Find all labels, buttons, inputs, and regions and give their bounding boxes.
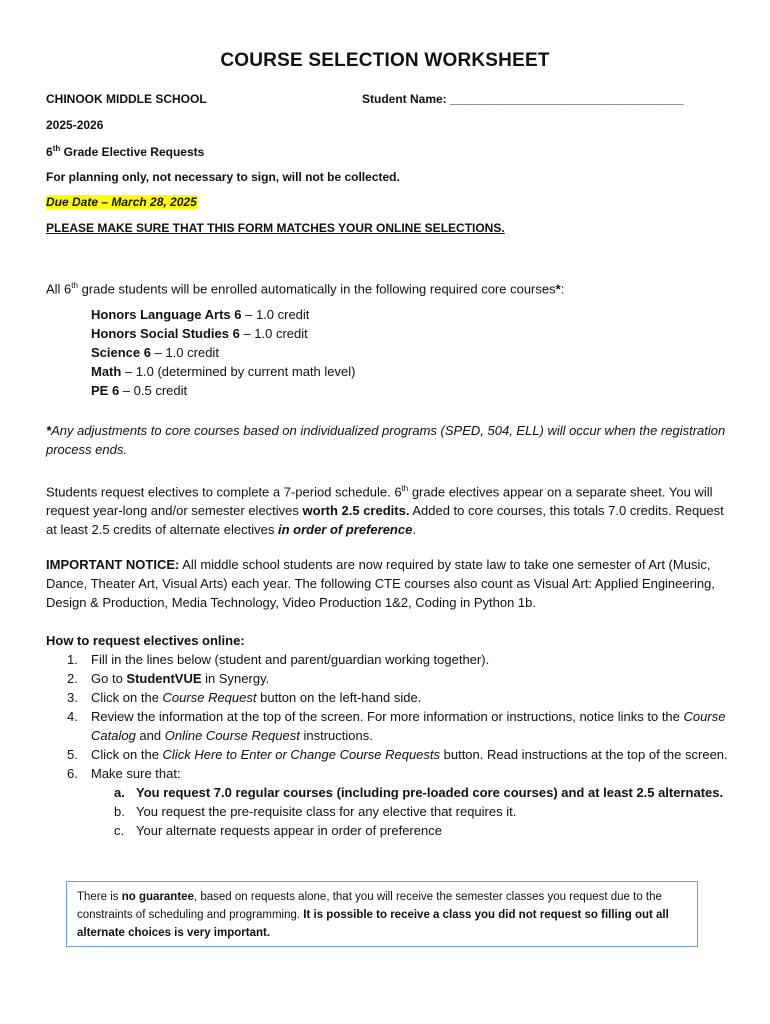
match-note: PLEASE MAKE SURE THAT THIS FORM MATCHES YOUR ONLINE SELECTIONS. xyxy=(46,221,505,235)
how-to-steps xyxy=(46,650,770,840)
notice-text-a: There is xyxy=(77,891,122,903)
checklist-letter: c. xyxy=(114,823,125,838)
electives-text-c: Added to core courses, this totals 7.0 credits. Request at least 2.5 credits of alternate electives xyxy=(46,503,724,538)
adjustment-asterisk: * xyxy=(46,423,52,438)
core-course-name: PE 6 xyxy=(91,383,120,398)
how-to-heading-text: How to request electives online: xyxy=(46,633,245,648)
core-course-name: Math xyxy=(91,364,122,379)
step-text: and xyxy=(135,728,165,743)
step-item xyxy=(67,669,770,688)
core-course-detail: – 0.5 credit xyxy=(119,383,188,398)
grade-number: 6 xyxy=(46,145,53,159)
grade-heading-text: Grade Elective Requests xyxy=(60,145,205,159)
due-date xyxy=(46,195,197,209)
step-number: 2. xyxy=(67,671,78,686)
important-text: All middle school students are now required by state law to take one semester of Art (Music, Dance, Theater Art, Visual Arts) each year. The following CTE courses also count as Visual Art: Applied Engineering, Design & Production, Media Technology, Video Production 1&2, Coding in Python 1b. xyxy=(46,557,715,610)
step-text: button. Read instructions at the top of the screen. xyxy=(440,747,728,762)
core-course-detail: – 1.0 (determined by current math level) xyxy=(121,364,356,379)
grade-sup: th xyxy=(52,144,61,153)
step-item xyxy=(67,650,770,669)
core-intro xyxy=(46,276,726,298)
step-text: Review the information at the top of the screen. For more information or instructions, notice links to the xyxy=(91,709,684,724)
checklist-text: Your alternate requests appear in order of preference xyxy=(136,823,442,838)
step-text: Click on the xyxy=(91,690,163,705)
core-course-item xyxy=(91,324,355,343)
studentvue-name: StudentVUE xyxy=(126,671,202,686)
electives-credits: worth 2.5 credits. xyxy=(302,503,410,519)
step-text: Fill in the lines below (student and parent/guardian working together). xyxy=(91,652,490,667)
checklist-item xyxy=(114,821,770,840)
electives-preference: in order of preference xyxy=(277,522,413,538)
intro-text-c: : xyxy=(560,281,565,297)
core-course-detail: – 1.0 credit xyxy=(241,307,310,322)
enter-change-ref: Click Here to Enter or Change Course Requests xyxy=(162,747,441,762)
electives-text-a: Students request electives to complete a 7-period schedule. 6 xyxy=(46,484,402,500)
intro-sup: th xyxy=(71,281,78,290)
core-course-list xyxy=(91,305,355,400)
alternate-importance-text: It is possible to receive a class you did not request so filling out all alternate choices is very important. xyxy=(77,909,669,939)
step-number: 6. xyxy=(67,766,78,781)
course-catalog-ref: Course Catalog xyxy=(91,709,726,743)
checklist-letter: a. xyxy=(114,785,125,800)
important-label: IMPORTANT NOTICE: xyxy=(46,557,180,572)
student-name-line: ___________________________________ xyxy=(450,92,684,106)
school-year: 2025-2026 xyxy=(46,118,104,132)
checklist-item xyxy=(114,802,770,821)
core-course-name: Honors Language Arts 6 xyxy=(91,307,242,322)
core-course-name: Honors Social Studies 6 xyxy=(91,326,240,341)
planning-note: For planning only, not necessary to sign, will not be collected. xyxy=(46,170,400,184)
grade-elective-heading xyxy=(46,144,204,159)
checklist-letter: b. xyxy=(114,804,125,819)
electives-paragraph xyxy=(46,479,726,539)
step-item xyxy=(67,707,770,745)
page-title: COURSE SELECTION WORKSHEET xyxy=(220,50,550,71)
core-course-detail: – 1.0 credit xyxy=(239,326,308,341)
step-text: button on the left-hand side. xyxy=(256,690,422,705)
student-name-label: Student Name: xyxy=(362,92,447,106)
adjustment-note xyxy=(46,421,726,459)
core-course-name: Science 6 xyxy=(91,345,151,360)
online-course-request-ref: Online Course Request xyxy=(164,728,300,743)
due-date-text: Due Date – March 28, 2025 xyxy=(46,195,197,209)
core-course-item xyxy=(91,343,355,362)
electives-text-d: . xyxy=(412,522,416,538)
checklist xyxy=(91,783,770,840)
adjustment-text: Any adjustments to core courses based on individualized programs (SPED, 504, ELL) will occur when the registration process ends. xyxy=(46,423,726,457)
core-course-item xyxy=(91,305,355,324)
step-item xyxy=(67,688,770,707)
step-item xyxy=(67,764,770,840)
step-text: Go to xyxy=(91,671,127,686)
step-text: instructions. xyxy=(299,728,373,743)
intro-asterisk: * xyxy=(555,281,561,297)
step-number: 3. xyxy=(67,690,78,705)
no-guarantee-box xyxy=(66,881,698,947)
no-guarantee-text: no guarantee xyxy=(121,891,194,903)
step-text: in Synergy. xyxy=(201,671,270,686)
course-request-ref: Course Request xyxy=(162,690,257,705)
checklist-item xyxy=(114,783,770,802)
step-item xyxy=(67,745,770,764)
important-notice xyxy=(46,555,726,612)
checklist-text: You request 7.0 regular courses (including pre-loaded core courses) and at least 2.5 alternates. xyxy=(136,785,724,800)
checklist-text: You request the pre-requisite class for any elective that requires it. xyxy=(136,804,517,819)
step-number: 4. xyxy=(67,709,78,724)
electives-text-b: grade electives appear on a separate sheet. You will request year-long and/or semester electives xyxy=(46,484,713,519)
electives-sup: th xyxy=(401,484,409,493)
step-number: 1. xyxy=(67,652,78,667)
core-course-detail: – 1.0 credit xyxy=(151,345,219,360)
notice-text-b: , based on requests alone, that you will receive the semester classes you request due to the constraints of scheduling and programming. xyxy=(77,891,662,921)
intro-text-b: grade students will be enrolled automatically in the following required core courses xyxy=(77,281,556,297)
student-name-field[interactable] xyxy=(362,92,684,106)
step-text: Make sure that: xyxy=(91,766,181,781)
step-number: 5. xyxy=(67,747,78,762)
intro-text-a: All 6 xyxy=(46,281,72,297)
step-text: Click on the xyxy=(91,747,163,762)
how-to-heading xyxy=(46,631,726,650)
core-course-item xyxy=(91,362,355,381)
core-course-item xyxy=(91,381,355,400)
school-name: CHINOOK MIDDLE SCHOOL xyxy=(46,92,207,106)
